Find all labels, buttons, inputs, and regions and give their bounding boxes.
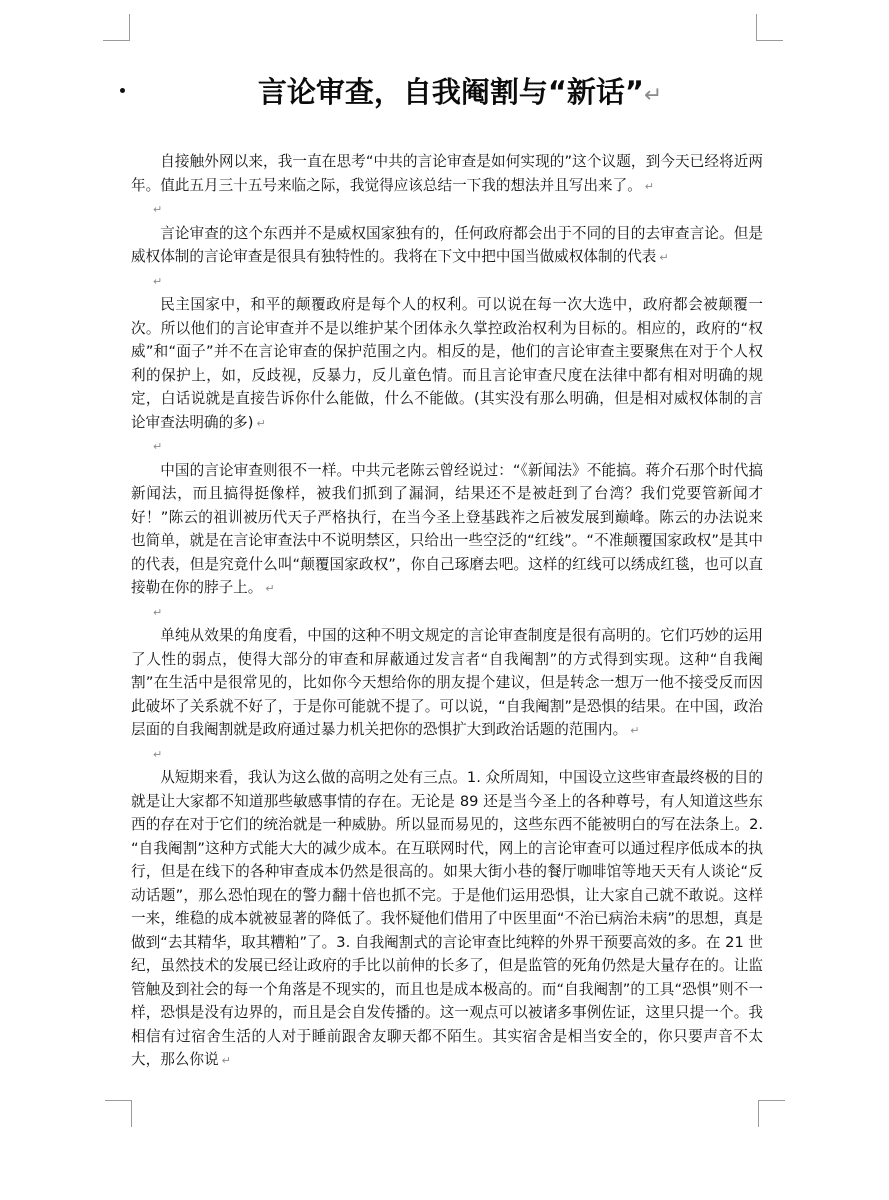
crop-mark-bottom-left [105, 1100, 132, 1127]
paragraph-2: 言论审查的这个东西并不是威权国家独有的，任何政府都会出于不同的目的去审查言论。但是威权体制的言论审查是很具有独特性的。我将在下文中把中国当做威权体制的代表 ↵ [131, 222, 763, 270]
crop-mark-top-right [756, 14, 783, 41]
empty-paragraph [131, 198, 763, 222]
heading-bullet [120, 88, 125, 93]
paragraph-5: 单纯从效果的角度看，中国的这种不明文规定的言论审查制度是很有高明的。它们巧妙的运用了人性的弱点，使得大部分的审查和屏蔽通过发言者“自我阉割”的方式得到实现。这种“自我阉割”在生活中是很常见的，比如你今天想给你的朋友提个建议，但是转念一想万一他不接受反而因此破坏了关系就不好了，于是你可能就不提了。可以说，“自我阉割”是恐惧的结果。在中国，政治层面的自我阉割就是政府通过暴力机关把你的恐惧扩大到政治话题的范围内。 ↵ [131, 624, 763, 743]
paragraph-3: 民主国家中，和平的颠覆政府是每个人的权利。可以说在每一次大选中，政府都会被颠覆一次。所以他们的言论审查并不是以维护某个团体永久掌控政治权利为目标的。相应的，政府的“权威”和“面子”并不在言论审查的保护范围之内。相反的是，他们的言论审查主要聚焦在对于个人权利的保护上，如，反歧视，反暴力，反儿童色情。而且言论审查尺度在法律中都有相对明确的规定，白话说就是直接告诉你什么能做，什么不能做。(其实没有那么明确，但是相对威权体制的言论审查法明确的多) ↵ [131, 293, 763, 435]
paragraph-mark-icon: ↵ [643, 83, 663, 108]
crop-mark-top-left [103, 14, 130, 41]
empty-paragraph [131, 270, 763, 294]
paragraph-4: 中国的言论审查则很不一样。中共元老陈云曾经说过：“《新闻法》不能搞。蒋介石那个时代搞新闻法，而且搞得挺像样，被我们抓到了漏洞，结果还不是被赶到了台湾？我们党要管新闻才好！”陈云的祖训被历代天子严格执行，在当今圣上登基践祚之后被发展到巅峰。陈云的办法说来也简单，就是在言论审查法中不说明禁区，只给出一些空泛的“红线”。“不准颠覆国家政权”是其中的代表，但是究竟什么叫“颠覆国家政权”，你自己琢磨去吧。这样的红线可以绣成红毯，也可以直接勒在你的脖子上。 ↵ [131, 459, 763, 601]
paragraph-1: 自接触外网以来，我一直在思考“中共的言论审查是如何实现的”这个议题，到今天已经将近两年。值此五月三十五号来临之际，我觉得应该总结一下我的想法并且写出来了。 ↵ [131, 150, 763, 198]
empty-paragraph [131, 435, 763, 459]
empty-paragraph [131, 601, 763, 625]
document-title-text: 言论审查，自我阉割与“新话” [257, 75, 644, 109]
document-body[interactable] [131, 150, 763, 1073]
empty-paragraph [131, 743, 763, 767]
paragraph-6: 从短期来看，我认为这么做的高明之处有三点。1. 众所周知，中国设立这些审查最终极的目的就是让大家都不知道那些敏感事情的存在。无论是 89 还是当今圣上的各种尊号，有人知道这些东西的存在对于它们的统治就是一种威胁。所以显而易见的，这些东西不能被明白的写在法条上。2. “自我阉割”这种方式能大大的减少成本。在互联网时代，网上的言论审查可以通过程序低成本的执行，但是在线下的各种审查成本仍然是很高的。如果大街小巷的餐厅咖啡馆等地天天有人谈论“反动话题”，那么恐怕现在的警力翻十倍也抓不完。于是他们运用恐惧，让大家自己就不敢说。这样一来，维稳的成本就被显著的降低了。我怀疑他们借用了中医里面“不治已病治未病”的思想，真是做到“去其精华，取其糟粕”了。3. 自我阉割式的言论审查比纯粹的外界干预要高效的多。在 21 世纪，虽然技术的发展已经让政府的手比以前伸的长多了，但是监管的死角仍然是大量存在的。让监管触及到社会的每一个角落是不现实的，而且也是成本极高的。而“自我阉割”的工具“恐惧”则不一样，恐惧是没有边界的，而且是会自发传播的。这一观点可以被诸多事例佐证，这里只提一个。我相信有过宿舍生活的人对于睡前跟舍友聊天都不陌生。其实宿舍是相当安全的，你只要声音不太大，那么你说 ↵ [131, 766, 763, 1073]
crop-mark-bottom-right [758, 1100, 785, 1127]
document-title[interactable] [150, 70, 770, 118]
